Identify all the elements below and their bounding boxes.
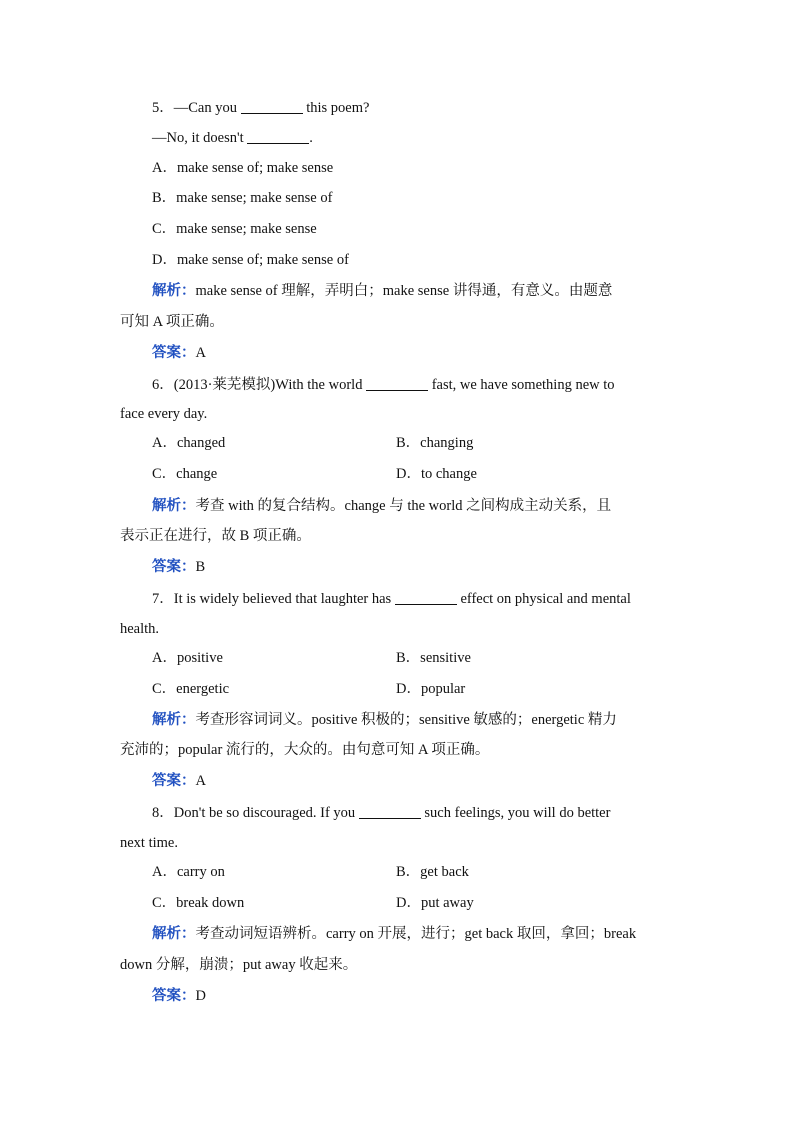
- q6-analysis-cont: 表示正在进行，故 B 项正确。: [120, 528, 311, 544]
- q8-answer: [152, 987, 206, 1005]
- q6-options-row-1: [152, 434, 225, 452]
- q7-option-c: C．energetic: [152, 681, 230, 697]
- answer-label: 答案：: [152, 988, 196, 1004]
- q7-answer: [152, 772, 206, 790]
- q7-option-a: A．positive: [152, 650, 223, 666]
- q6-stem-line: [152, 376, 615, 394]
- q7-stem-cont: health.: [120, 621, 160, 637]
- q8-option-d: D．put away: [396, 895, 474, 911]
- q6-option-b: B．changing: [396, 435, 474, 451]
- q8-stem-cont: next time.: [120, 835, 178, 851]
- answer-label: 答案：: [152, 559, 196, 575]
- q7-stem-line: [152, 590, 631, 608]
- q8-analysis: [152, 925, 636, 943]
- analysis-text: 考查 with 的复合结构。change 与 the world 之间构成主动关系，且: [195, 498, 612, 514]
- answer-value: B: [195, 559, 206, 575]
- analysis-text: 考查动词短语辨析。carry on 开展，进行；get back 取回，拿回；break: [195, 926, 637, 942]
- q6-option-d: D．to change: [396, 466, 477, 482]
- analysis-label: 解析：: [152, 926, 196, 942]
- q5-stem-part: 5．—Can you: [152, 100, 237, 116]
- q5-analysis: [152, 282, 612, 300]
- q5-option-a: A．make sense of; make sense: [152, 160, 334, 176]
- answer-value: A: [195, 345, 206, 361]
- q8-analysis-cont: down 分解，崩溃；put away 收起来。: [120, 957, 358, 973]
- analysis-text: 考查形容词词义。positive 积极的；sensitive 敏感的；energetic 精力: [195, 712, 617, 728]
- answer-label: 答案：: [152, 773, 196, 789]
- q8-option-c: C．break down: [152, 895, 245, 911]
- q7-option-d: D．popular: [396, 681, 466, 697]
- q5-stem-part: —No, it doesn't: [152, 130, 244, 146]
- q7-option-b: B．sensitive: [396, 650, 471, 666]
- q5-option-d: D．make sense of; make sense of: [152, 252, 349, 268]
- answer-value: D: [195, 988, 206, 1004]
- q5-answer: [152, 344, 206, 362]
- analysis-label: 解析：: [152, 498, 196, 514]
- q5-stem-line-2: [152, 129, 313, 147]
- q6-analysis: [152, 497, 611, 515]
- q6-blank: [366, 376, 428, 391]
- q8-stem-part: such feelings, you will do better: [424, 805, 611, 821]
- q7-stem-part: effect on physical and mental: [460, 591, 631, 607]
- q6-answer: [152, 558, 205, 576]
- q7-analysis: [152, 711, 617, 729]
- answer-label: 答案：: [152, 345, 196, 361]
- analysis-label: 解析：: [152, 283, 196, 299]
- q5-analysis-cont: 可知 A 项正确。: [120, 314, 224, 330]
- q5-stem-line: [152, 99, 369, 117]
- q8-stem-line: [152, 804, 610, 822]
- q7-stem-part: 7．It is widely believed that laughter has: [152, 591, 392, 607]
- analysis-label: 解析：: [152, 712, 196, 728]
- q7-blank: [395, 590, 457, 605]
- q8-stem-part: 8．Don't be so discouraged. If you: [152, 805, 356, 821]
- q8-blank: [359, 804, 421, 819]
- answer-value: A: [195, 773, 206, 789]
- q8-option-b: B．get back: [396, 864, 469, 880]
- q5-stem-part: this poem?: [306, 100, 370, 116]
- q5-blank-2: [247, 129, 309, 144]
- q6-stem-part: fast, we have something new to: [431, 377, 615, 393]
- q5-option-c: C．make sense; make sense: [152, 221, 317, 237]
- q6-stem-cont: face every day.: [120, 406, 208, 422]
- q5-blank-1: [241, 99, 303, 114]
- q6-option-c: C．change: [152, 466, 218, 482]
- q5-option-b: B．make sense; make sense of: [152, 190, 333, 206]
- q6-option-a: A．changed: [152, 435, 226, 451]
- q6-stem-part: 6．(2013·莱芜模拟)With the world: [152, 377, 363, 393]
- analysis-text: make sense of 理解，弄明白；make sense 讲得通，有意义。由题意: [195, 283, 613, 299]
- q8-option-a: A．carry on: [152, 864, 225, 880]
- q5-stem-part: .: [309, 130, 313, 146]
- q7-analysis-cont: 充沛的；popular 流行的，大众的。由句意可知 A 项正确。: [120, 742, 490, 758]
